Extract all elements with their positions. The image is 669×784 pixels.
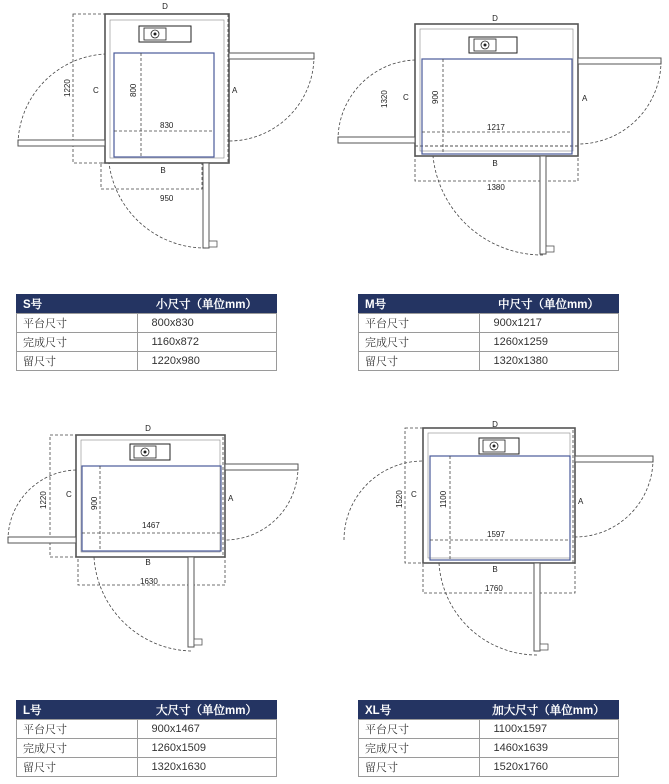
dim-width-label: 1597	[487, 530, 505, 539]
row-label: 平台尺寸	[17, 314, 138, 333]
side-label-a: A	[582, 94, 588, 103]
row-label: 完成尺寸	[359, 333, 480, 352]
model-name: M号	[359, 295, 480, 314]
row-value: 900x1467	[137, 720, 277, 739]
row-value: 1320x1630	[137, 758, 277, 777]
side-label-b: B	[492, 565, 498, 574]
row-label: 留尺寸	[17, 352, 138, 371]
model-name: L号	[17, 701, 138, 720]
model-name: S号	[17, 295, 138, 314]
dim-outer-width-label: 950	[160, 194, 174, 203]
door-c-swing	[18, 54, 105, 143]
side-label-a: A	[228, 494, 234, 503]
row-label: 平台尺寸	[359, 720, 480, 739]
floor-plan-s	[0, 0, 330, 270]
platform-outline	[430, 456, 570, 560]
floor-plan-xl	[330, 415, 669, 680]
door-a-swing	[229, 56, 314, 141]
dim-outer-width-label: 1380	[487, 183, 505, 192]
row-value: 800x830	[137, 314, 277, 333]
door-b-leaf	[203, 163, 209, 248]
row-label: 完成尺寸	[17, 333, 138, 352]
row-label: 留尺寸	[17, 758, 138, 777]
diagram-l	[0, 415, 330, 680]
side-label-a: A	[232, 86, 238, 95]
floor-plan-l	[0, 415, 330, 680]
row-value: 1160x872	[137, 333, 277, 352]
dim-outer-depth-label: 1220	[39, 491, 48, 509]
row-label: 完成尺寸	[359, 739, 480, 758]
dim-width-label: 1217	[487, 123, 505, 132]
side-label-c: C	[403, 93, 409, 102]
dim-outer-depth-label: 1520	[395, 490, 404, 508]
spec-table-s	[16, 294, 277, 371]
side-label-c: C	[93, 86, 99, 95]
size-category: 大尺寸（单位mm）	[137, 701, 277, 720]
row-value: 1260x1259	[479, 333, 619, 352]
size-category: 加大尺寸（单位mm）	[479, 701, 619, 720]
door-c-leaf	[18, 140, 105, 146]
spec-table-l	[16, 700, 277, 777]
dim-outer-width-label: 1760	[485, 584, 503, 593]
row-value: 1320x1380	[479, 352, 619, 371]
row-label: 完成尺寸	[17, 739, 138, 758]
platform-outline	[82, 466, 221, 551]
side-label-d: D	[145, 424, 151, 433]
dim-depth-label: 900	[431, 90, 440, 104]
dim-depth-label: 900	[90, 496, 99, 510]
door-a-leaf	[229, 53, 314, 59]
side-label-c: C	[66, 490, 72, 499]
side-label-c: C	[411, 490, 417, 499]
dim-depth-label: 800	[129, 83, 138, 97]
row-label: 平台尺寸	[17, 720, 138, 739]
spec-table-m	[358, 294, 619, 371]
platform-outline	[422, 59, 572, 154]
side-label-b: B	[145, 558, 151, 567]
side-label-d: D	[492, 14, 498, 23]
dim-width-label: 830	[160, 121, 174, 130]
row-value: 1100x1597	[479, 720, 619, 739]
diagram-s	[0, 0, 330, 270]
row-value: 1220x980	[137, 352, 277, 371]
size-category: 中尺寸（单位mm）	[479, 295, 619, 314]
dim-outer-depth-label: 1320	[380, 90, 389, 108]
diagram-xl	[330, 415, 669, 680]
dim-outer-depth-label: 1220	[63, 79, 72, 97]
model-name: XL号	[359, 701, 480, 720]
side-label-d: D	[162, 2, 168, 11]
row-value: 1520x1760	[479, 758, 619, 777]
dim-width-label: 1467	[142, 521, 160, 530]
size-category: 小尺寸（单位mm）	[137, 295, 277, 314]
door-b-swing	[109, 163, 206, 248]
width-dimension-box	[101, 163, 202, 189]
diagram-m	[330, 0, 669, 270]
side-label-b: B	[160, 166, 166, 175]
row-value: 900x1217	[479, 314, 619, 333]
side-label-b: B	[492, 159, 498, 168]
side-label-d: D	[492, 420, 498, 429]
spec-table-xl	[358, 700, 619, 777]
row-value: 1260x1509	[137, 739, 277, 758]
row-label: 留尺寸	[359, 758, 480, 777]
side-label-a: A	[578, 497, 584, 506]
platform-outline	[114, 53, 214, 157]
floor-plan-m	[330, 0, 669, 270]
dim-depth-label: 1100	[439, 490, 448, 508]
dim-outer-width-label: 1630	[140, 577, 158, 586]
row-label: 留尺寸	[359, 352, 480, 371]
row-value: 1460x1639	[479, 739, 619, 758]
row-label: 平台尺寸	[359, 314, 480, 333]
